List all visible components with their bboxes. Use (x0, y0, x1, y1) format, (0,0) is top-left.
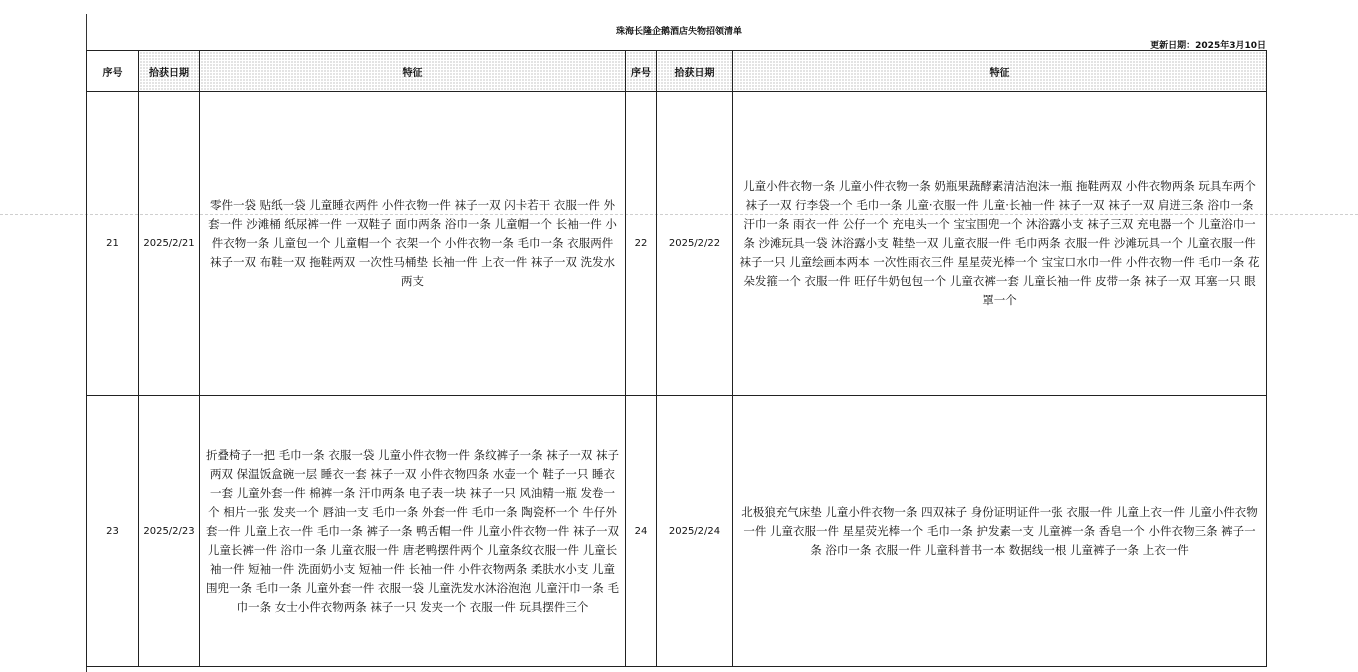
table-row (87, 396, 1267, 667)
date-cell: 2025/2/24 (657, 396, 733, 667)
feature-cell: 零件一袋 贴纸一袋 儿童睡衣两件 小件衣物一件 袜子一双 闪卡若干 衣服一件 外套一件 沙滩桶 纸尿裤一件 一双鞋子 面巾两条 浴巾一条 儿童帽一个 长袖一件 小件衣物一条 儿童包一个 儿童帽一个 衣架一个 小件衣物一条 毛巾一条 衣服两件 袜子一双 布鞋一双 拖鞋两双 一次性马桶垫 长袖一件 上衣一件 袜子一双 洗发水两支 (200, 92, 626, 396)
table-row (87, 92, 1267, 396)
feature-cell: 儿童小件衣物一条 儿童小件衣物一条 奶瓶果蔬酵素清洁泡沫一瓶 拖鞋两双 小件衣物两条 玩具车两个 袜子一双 行李袋一个 毛巾一条 儿童·衣服一件 儿童·长袖一件 袜子一双 袜子一双 肩迸三条 浴巾一条 汗巾一条 雨衣一件 公仔一个 充电头一个 宝宝围兜一个 沐浴露小支 袜子三双 充电器一个 儿童浴巾一条 沙滩玩具一袋 沐浴露小支 鞋垫一双 儿童衣服一件 毛巾两条 衣服一件 沙滩玩具一个 儿童衣服一件 袜子一只 儿童绘画本两本 一次性雨衣三件 星星荧光棒一个 宝宝口水巾一件 小件衣物一件 毛巾一条 花朵发箍一个 衣服一件 旺仔牛奶包包一个 儿童衣裤一套 儿童长袖一件 皮带一条 袜子一双 耳塞一只 眼罩一个 (733, 92, 1267, 396)
header-date-right: 拾获日期 (657, 51, 733, 92)
seq-cell: 22 (626, 92, 657, 396)
seq-cell: 24 (626, 396, 657, 667)
header-feature-right: 特征 (733, 51, 1267, 92)
date-cell: 2025/2/23 (139, 396, 200, 667)
header-seq-right: 序号 (626, 51, 657, 92)
seq-cell: 23 (87, 396, 139, 667)
feature-cell: 折叠椅子一把 毛巾一条 衣服一袋 儿童小件衣物一件 条纹裤子一条 袜子一双 袜子两双 保温饭盒碗一层 睡衣一套 袜子一双 小件衣物四条 水壶一个 鞋子一只 睡衣一套 儿童外套一件 棉裤一条 汗巾两条 电子表一块 袜子一只 风油精一瓶 发卷一个 相片一张 发夹一个 唇油一支 毛巾一条 外套一件 毛巾一条 陶瓷杯一个 牛仔外套一件 儿童上衣一件 毛巾一条 裤子一条 鸭舌帽一件 儿童小件衣物一件 袜子一双 儿童长裤一件 浴巾一条 儿童衣服一件 唐老鸭摆件两个 儿童条纹衣服一件 儿童长袖一件 短袖一件 洗面奶小支 短袖一件 长袖一件 小件衣物两条 柔肤水小支 儿童围兜一条 毛巾一条 儿童外套一件 衣服一袋 儿童洗发水沐浴泡泡 儿童汗巾一条 毛巾一条 女士小件衣物两条 袜子一只 发夹一个 衣服一件 玩具摆件三个 (200, 396, 626, 667)
date-cell: 2025/2/22 (657, 92, 733, 396)
seq-cell: 21 (87, 92, 139, 396)
header-feature-left: 特征 (200, 51, 626, 92)
header-date-left: 拾获日期 (139, 51, 200, 92)
page-title: 珠海长隆企鹅酒店失物招领清单 (615, 27, 742, 37)
update-date: 更新日期：2025年3月10日 (1150, 41, 1266, 51)
lost-found-table (86, 50, 1267, 667)
feature-cell: 北极狼充气床垫 儿童小件衣物一条 四双袜子 身份证明证件一张 衣服一件 儿童上衣一件 儿童小件衣物一件 儿童衣服一件 星星荧光棒一个 毛巾一条 护发素一支 儿童裤一条 香皂一个 小件衣物三条 裤子一条 浴巾一条 衣服一件 儿童科普书一本 数据线一根 儿童裤子一条 上衣一件 (733, 396, 1267, 667)
header-seq-left: 序号 (87, 51, 139, 92)
date-cell: 2025/2/21 (139, 92, 200, 396)
header-row (87, 51, 1267, 92)
